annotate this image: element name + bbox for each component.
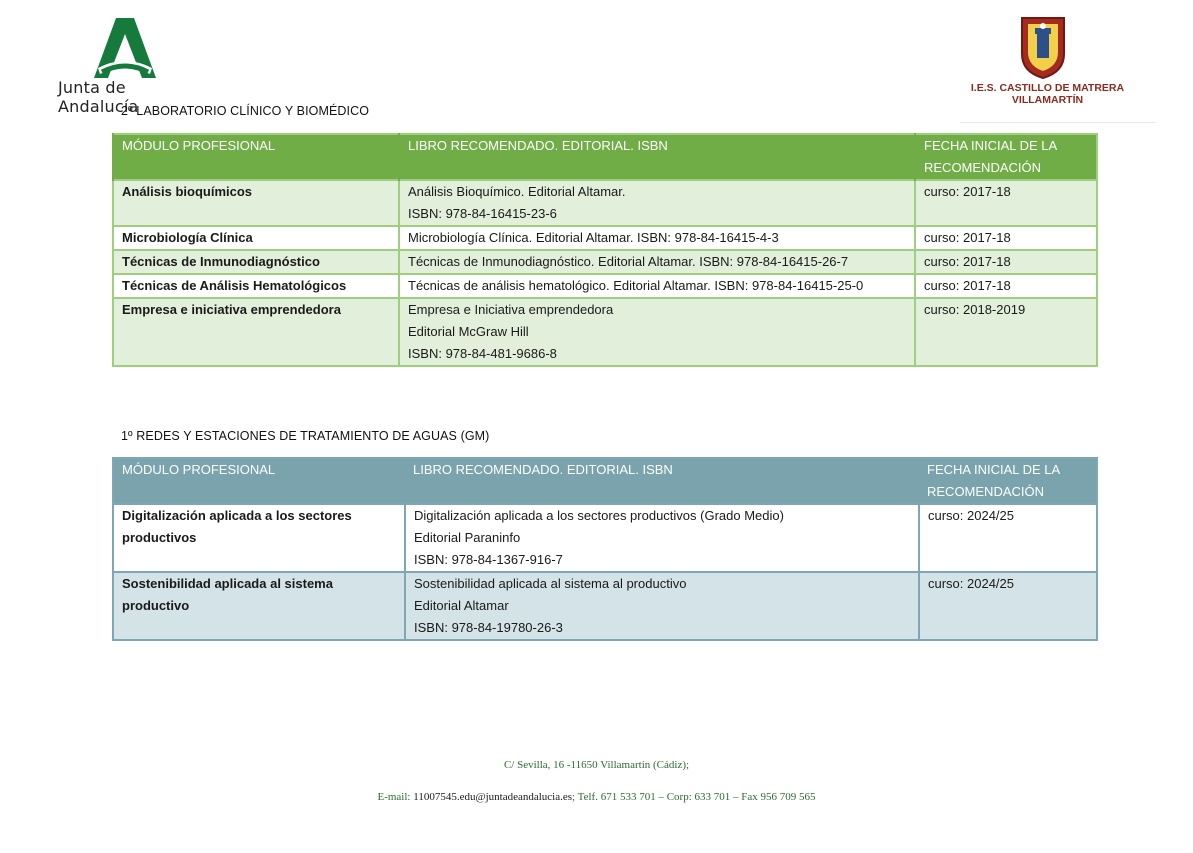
book-line: ISBN: 978-84-19780-26-3 xyxy=(414,620,563,635)
junta-andalucia-text: Junta de Andalucía xyxy=(58,78,139,116)
header-date: FECHA INICIAL DE LA RECOMENDACIÓN xyxy=(915,134,1097,180)
table-row xyxy=(113,180,1097,226)
school-name xyxy=(960,82,1135,106)
header-divider xyxy=(960,122,1155,123)
book-line: Editorial Altamar xyxy=(414,598,509,613)
book-cell xyxy=(405,572,919,640)
junta-andalucia-emblem-icon xyxy=(92,16,158,78)
table-row xyxy=(113,226,1097,250)
book-cell xyxy=(399,226,915,250)
module-cell: Técnicas de Inmunodiagnóstico xyxy=(113,250,399,274)
module-cell: Microbiología Clínica xyxy=(113,226,399,250)
book-line: ISBN: 978-84-481-9686-8 xyxy=(408,346,557,361)
book-line: Análisis Bioquímico. Editorial Altamar. xyxy=(408,184,626,199)
footer-address: C/ Sevilla, 16 -11650 Villamartín (Cádiz); xyxy=(503,759,690,771)
book-line: Técnicas de Inmunodiagnóstico. Editorial Altamar. ISBN: 978-84-16415-26-7 xyxy=(408,254,849,269)
book-line: Editorial McGraw Hill xyxy=(408,324,529,339)
module-cell: Sostenibilidad aplicada al sistema productivo xyxy=(113,572,405,640)
footer-contact xyxy=(0,791,1193,803)
book-line: Digitalización aplicada a los sectores productivos (Grado Medio) xyxy=(414,508,784,523)
book-line: ISBN: 978-84-1367-916-7 xyxy=(414,552,563,567)
table-row xyxy=(113,250,1097,274)
footer-email-link[interactable]: 11007545.edu@juntadeandalucia.es xyxy=(413,791,573,803)
date-cell: curso: 2024/25 xyxy=(919,572,1097,640)
footer-phones: ; Telf. 671 533 701 – Corp: 633 701 – Fax 956 709 565 xyxy=(572,791,816,803)
table-header-row xyxy=(113,134,1097,180)
table-row xyxy=(113,298,1097,366)
date-cell: curso: 2017-18 xyxy=(915,250,1097,274)
section1-title: 2º LABORATORIO CLÍNICO Y BIOMÉDICO xyxy=(121,104,370,118)
table-row xyxy=(113,504,1097,572)
header-book: LIBRO RECOMENDADO. EDITORIAL. ISBN xyxy=(405,458,919,504)
date-cell: curso: 2017-18 xyxy=(915,180,1097,226)
book-line: Técnicas de análisis hematológico. Editorial Altamar. ISBN: 978-84-16415-25-0 xyxy=(408,278,864,293)
book-line: Empresa e Iniciativa emprendedora xyxy=(408,302,614,317)
book-cell xyxy=(405,504,919,572)
date-cell: curso: 2024/25 xyxy=(919,504,1097,572)
book-cell xyxy=(399,250,915,274)
school-name-line1: I.E.S. CASTILLO DE MATRERA xyxy=(970,82,1125,94)
header-date: FECHA INICIAL DE LA RECOMENDACIÓN xyxy=(919,458,1097,504)
module-cell: Análisis bioquímicos xyxy=(113,180,399,226)
book-cell xyxy=(399,180,915,226)
table-row xyxy=(113,274,1097,298)
book-line: ISBN: 978-84-16415-23-6 xyxy=(408,206,557,221)
book-line: Sostenibilidad aplicada al sistema al productivo xyxy=(414,576,687,591)
date-cell: curso: 2017-18 xyxy=(915,274,1097,298)
header-book: LIBRO RECOMENDADO. EDITORIAL. ISBN xyxy=(399,134,915,180)
school-logo xyxy=(960,14,1135,114)
date-cell: curso: 2018-2019 xyxy=(915,298,1097,366)
table-header-row xyxy=(113,458,1097,504)
module-cell: Técnicas de Análisis Hematológicos xyxy=(113,274,399,298)
book-cell xyxy=(399,298,915,366)
school-name-line2: VILLAMARTÍN xyxy=(1011,94,1084,106)
book-cell xyxy=(399,274,915,298)
school-crest-icon xyxy=(1018,16,1068,80)
header-module: MÓDULO PROFESIONAL xyxy=(113,458,405,504)
table-row xyxy=(113,572,1097,640)
section1-table xyxy=(112,133,1098,367)
header-module: MÓDULO PROFESIONAL xyxy=(113,134,399,180)
footer-email-label: E-mail: xyxy=(377,791,414,803)
section2-table xyxy=(112,457,1098,641)
module-cell: Digitalización aplicada a los sectores productivos xyxy=(113,504,405,572)
book-line: Microbiología Clínica. Editorial Altamar. ISBN: 978-84-16415-4-3 xyxy=(408,230,779,245)
date-cell: curso: 2017-18 xyxy=(915,226,1097,250)
section2-title: 1º REDES Y ESTACIONES DE TRATAMIENTO DE AGUAS (GM) xyxy=(121,429,490,443)
module-cell: Empresa e iniciativa emprendedora xyxy=(113,298,399,366)
book-line: Editorial Paraninfo xyxy=(414,530,521,545)
junta-andalucia-logo xyxy=(58,14,208,116)
